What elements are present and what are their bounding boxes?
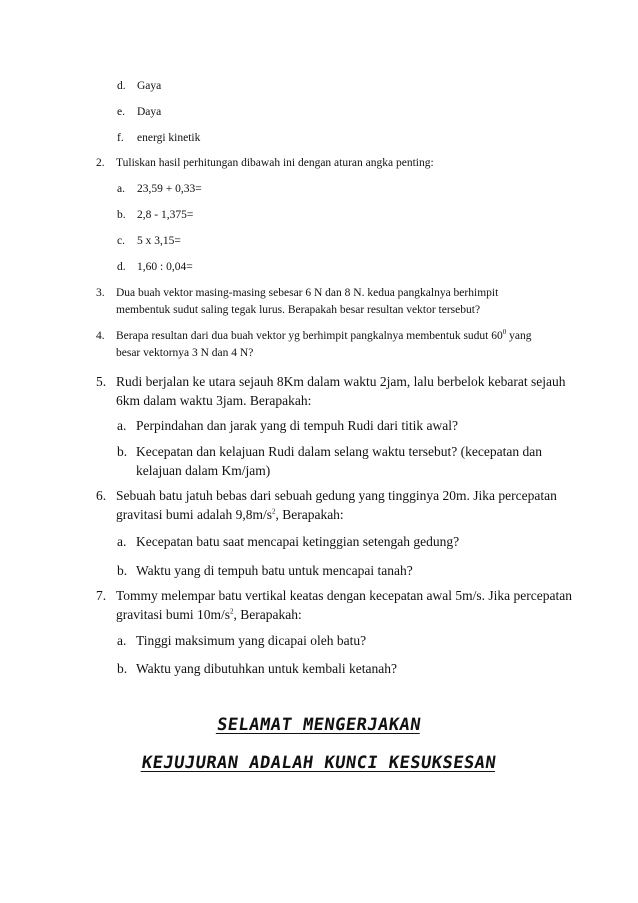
item-text-line1: Kecepatan dan kelajuan Rudi dalam selang waktu tersebut? (kecepatan dan <box>136 444 542 459</box>
question-number: 6. <box>96 488 107 503</box>
question-5a <box>117 418 459 434</box>
question-2d <box>117 261 193 273</box>
item-text: Waktu yang dibutuhkan untuk kembali ketanah? <box>136 661 397 676</box>
question-2 <box>96 157 434 169</box>
closing-line-2: KEJUJURAN ADALAH KUNCI KESUKSESAN <box>140 753 498 773</box>
item-text: Perpindahan dan jarak yang di tempuh Rudi dari titik awal? <box>136 418 459 433</box>
question-7b <box>117 661 397 677</box>
degree-sup: 0 <box>502 328 507 337</box>
item-text: Waktu yang di tempuh batu untuk mencapai tanah? <box>136 563 413 578</box>
question-text-line2: 6km dalam waktu 3jam. Berapakah: <box>116 393 312 408</box>
question-6 <box>96 488 557 504</box>
item-d-gaya <box>117 80 162 92</box>
item-text: Tinggi maksimum yang dicapai oleh batu? <box>136 633 367 648</box>
question-number: 4. <box>96 330 105 342</box>
item-label: b. <box>117 209 126 221</box>
question-text-line1: Dua buah vektor masing-masing sebesar 6 N dan 8 N. kedua pangkalnya berhimpit <box>116 287 499 299</box>
question-text-line1: Rudi berjalan ke utara sejauh 8Km dalam waktu 2jam, lalu berbelok kebarat sejauh <box>116 374 566 389</box>
question-text: Tuliskan hasil perhitungan dibawah ini dengan aturan angka penting: <box>116 157 434 169</box>
item-label: a. <box>117 418 127 433</box>
question-number: 3. <box>96 287 105 299</box>
item-e-daya <box>117 106 162 118</box>
item-text: 2,8 - 1,375= <box>137 209 194 221</box>
question-text-line2 <box>116 507 344 523</box>
text-part: gravitasi bumi 10m/s <box>116 607 230 622</box>
superscript: 2 <box>271 507 276 516</box>
item-text: 5 x 3,15= <box>137 235 181 247</box>
question-text-line2: besar vektornya 3 N dan 4 N? <box>116 347 254 359</box>
question-5b <box>117 444 542 460</box>
question-2b <box>117 209 194 221</box>
question-7 <box>96 588 572 604</box>
superscript: 2 <box>230 607 234 616</box>
item-label: b. <box>117 444 128 459</box>
item-label: f. <box>117 132 124 144</box>
question-text-line1: Sebuah batu jatuh bebas dari sebuah gedung yang tingginya 20m. Jika percepatan <box>116 488 557 503</box>
question-7a <box>117 633 367 649</box>
item-text: Kecepatan batu saat mencapai ketinggian setengah gedung? <box>136 534 460 549</box>
text-part: , Berapakah: <box>275 507 344 522</box>
item-text: Daya <box>137 106 162 118</box>
text-part: gravitasi bumi adalah 9,8m/s <box>116 507 272 522</box>
question-text-line1: Tommy melempar batu vertikal keatas dengan kecepatan awal 5m/s. Jika percepatan <box>116 588 572 603</box>
item-label: a. <box>117 534 127 549</box>
text-part: Berapa resultan dari dua buah vektor yg berhimpit pangkalnya membentuk sudut 60 <box>116 330 503 342</box>
question-number: 5. <box>96 374 107 389</box>
item-text: Gaya <box>137 80 162 92</box>
question-2c <box>117 235 181 247</box>
question-3 <box>96 287 499 299</box>
closing-line-1: SELAMAT MENGERJAKAN <box>215 715 423 735</box>
item-label: e. <box>117 106 125 118</box>
item-label: a. <box>117 633 127 648</box>
question-text-line1 <box>116 330 531 342</box>
question-6a <box>117 534 460 550</box>
item-text: energi kinetik <box>137 132 201 144</box>
item-text-line2: kelajuan dalam Km/jam) <box>136 463 271 478</box>
item-label: a. <box>117 183 125 195</box>
item-label: b. <box>117 661 128 676</box>
question-4 <box>96 328 532 342</box>
item-f-energi <box>117 132 201 144</box>
item-text: 1,60 : 0,04= <box>137 261 193 273</box>
question-5 <box>96 374 566 390</box>
item-label: c. <box>117 235 125 247</box>
item-text: 23,59 + 0,33= <box>137 183 202 195</box>
text-part: yang <box>506 330 532 342</box>
item-label: d. <box>117 80 126 92</box>
item-label: d. <box>117 261 126 273</box>
question-text-line2 <box>116 607 302 623</box>
question-number: 7. <box>96 588 107 603</box>
item-label: b. <box>117 563 128 578</box>
question-number: 2. <box>96 157 105 169</box>
question-2a <box>117 183 202 195</box>
question-text-line2: membentuk sudut saling tegak lurus. Berapakah besar resultan vektor tersebut? <box>116 304 481 316</box>
question-6b <box>117 563 413 579</box>
text-part: , Berapakah: <box>233 607 302 622</box>
